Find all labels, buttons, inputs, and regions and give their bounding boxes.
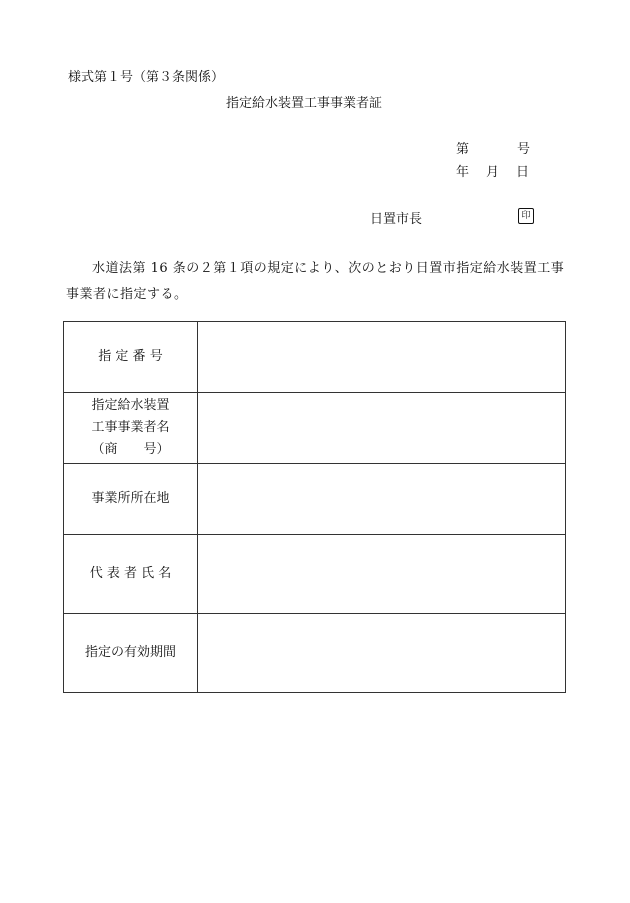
year-label: 年 — [456, 165, 470, 180]
table-row — [64, 393, 566, 464]
table-row — [64, 464, 566, 535]
certificate-table — [63, 321, 566, 693]
form-number: 様式第１号（第３条関係） — [68, 70, 225, 85]
row-label — [64, 322, 198, 393]
row-label-line: 事業所所在地 — [91, 491, 170, 506]
row-value[interactable] — [198, 614, 566, 693]
designation-statement — [66, 256, 574, 308]
row-label — [64, 464, 198, 535]
row-label — [64, 614, 198, 693]
row-label — [64, 535, 198, 614]
number-prefix: 第 — [456, 142, 470, 157]
date-line — [456, 161, 529, 180]
row-label — [64, 393, 198, 464]
row-label-line: 指定の有効期間 — [84, 645, 176, 660]
row-value[interactable] — [198, 322, 566, 393]
row-value[interactable] — [198, 464, 566, 535]
statement-text: 水道法第 16 条の２第１項の規定により、次のとおり日置市指定給水装置工事事業者に指定する。 — [66, 261, 565, 302]
row-value[interactable] — [198, 535, 566, 614]
certificate-number-line — [456, 138, 530, 157]
day-label: 日 — [516, 165, 530, 180]
document-title: 指定給水装置工事事業者証 — [226, 96, 383, 111]
row-label-line: 代 表 者 氏 名 — [89, 566, 172, 581]
number-suffix: 号 — [517, 142, 531, 157]
row-label-line: 指 定 番 号 — [98, 349, 163, 364]
row-label-line: 指定給水装置 — [91, 398, 170, 413]
row-label-line: （商 号） — [91, 442, 170, 457]
table-row — [64, 614, 566, 693]
table-row — [64, 322, 566, 393]
table-row — [64, 535, 566, 614]
seal-mark: 印 — [518, 208, 534, 224]
row-label-line: 工事事業者名 — [91, 420, 170, 435]
month-label: 月 — [486, 165, 500, 180]
issuer-name: 日置市長 — [370, 212, 423, 227]
row-value[interactable] — [198, 393, 566, 464]
